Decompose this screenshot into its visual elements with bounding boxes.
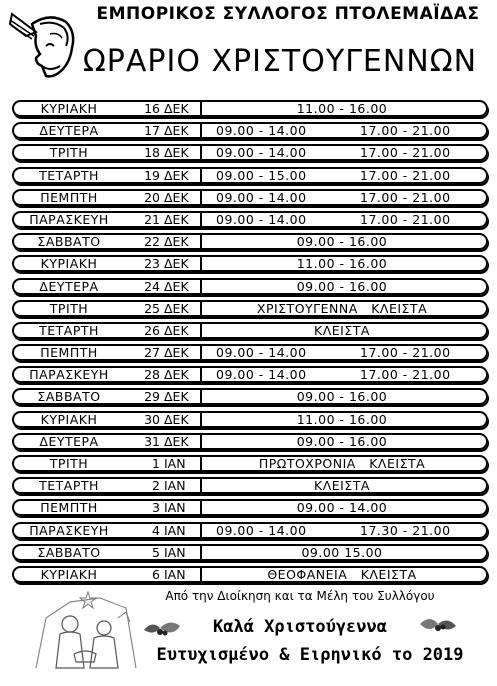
organization-name: ΕΜΠΟΡΙΚΟΣ ΣΥΛΛΟΓΟΣ ΠΤΟΛΕΜΑΪΔΑΣ <box>96 4 480 24</box>
row-date-month: ΔΕΚ <box>164 145 189 161</box>
row-divider <box>200 435 202 448</box>
row-date <box>126 368 208 381</box>
row-date-month: ΙΑΝ <box>164 478 186 494</box>
row-hours <box>204 524 480 537</box>
row-divider <box>200 457 202 470</box>
evening-hours: 17.00 - 21.00 <box>360 123 451 139</box>
row-date <box>126 280 208 293</box>
row-hours <box>204 479 480 492</box>
row-date-number: 22 <box>144 234 160 250</box>
row-date <box>126 479 208 492</box>
row-date-number: 2 <box>152 478 160 494</box>
row-date-month: ΙΑΝ <box>164 522 186 538</box>
row-date <box>126 324 208 337</box>
row-date-number: 31 <box>144 433 160 449</box>
row-divider <box>200 324 202 337</box>
row-day: ΣΑΒΒΑΤΟ <box>37 389 101 405</box>
row-date <box>126 435 208 448</box>
schedule-row <box>12 344 488 361</box>
row-divider <box>200 213 202 226</box>
row-divider <box>200 280 202 293</box>
row-day: ΤΕΤΑΡΤΗ <box>39 478 99 494</box>
row-hours <box>204 435 480 448</box>
day-hours: ΘΕΟΦΑΝΕΙΑ ΚΛΕΙΣΤΑ <box>267 566 417 582</box>
row-day: ΠΑΡΑΣΚΕΥΗ <box>29 522 109 538</box>
row-hours <box>204 390 480 403</box>
schedule-row <box>12 455 488 472</box>
row-date-number: 21 <box>144 211 160 227</box>
row-date-number: 17 <box>144 123 160 139</box>
row-date <box>126 346 208 359</box>
day-hours: ΠΡΩΤΟΧΡΟΝΙΑ ΚΛΕΙΣΤΑ <box>258 456 426 471</box>
row-date <box>126 302 208 315</box>
day-hours: 09.00 - 16.00 <box>296 278 388 294</box>
row-date-month: ΔΕΚ <box>164 411 189 427</box>
day-hours: 11.00 - 16.00 <box>296 256 388 272</box>
row-date-number: 16 <box>144 101 160 116</box>
row-date-month: ΔΕΚ <box>164 189 189 205</box>
row-date-number: 27 <box>144 345 160 361</box>
schedule-row <box>12 144 488 161</box>
row-date-number: 23 <box>144 256 160 272</box>
holly-left-icon <box>142 616 182 642</box>
row-date <box>126 501 208 514</box>
row-divider <box>200 501 202 514</box>
schedule-list <box>12 100 488 588</box>
row-divider <box>200 479 202 492</box>
row-day: ΤΡΙΤΗ <box>49 145 89 161</box>
row-date-number: 1 <box>152 456 160 471</box>
row-hours <box>204 324 480 337</box>
morning-hours: 09.00 - 14.00 <box>216 367 307 383</box>
row-hours <box>204 413 480 426</box>
row-divider <box>200 524 202 537</box>
row-day: ΚΥΡΙΑΚΗ <box>40 411 98 427</box>
schedule-row <box>12 388 488 405</box>
row-date <box>126 568 208 581</box>
row-divider <box>200 568 202 581</box>
row-date <box>126 457 208 470</box>
row-date-month: ΔΕΚ <box>164 234 189 250</box>
evening-hours: 17.00 - 21.00 <box>360 211 451 227</box>
row-date-month: ΔΕΚ <box>164 433 189 449</box>
row-hours <box>204 124 480 137</box>
row-date <box>126 102 208 115</box>
row-divider <box>200 390 202 403</box>
schedule-row <box>12 278 488 295</box>
row-divider <box>200 346 202 359</box>
row-hours <box>204 568 480 581</box>
row-day: ΣΑΒΒΑΤΟ <box>37 544 101 560</box>
row-day: ΤΕΤΑΡΤΗ <box>39 322 99 338</box>
row-date <box>126 235 208 248</box>
row-date-number: 18 <box>144 145 160 161</box>
schedule-row <box>12 233 488 250</box>
row-divider <box>200 413 202 426</box>
row-day: ΚΥΡΙΑΚΗ <box>40 566 98 582</box>
schedule-row <box>12 122 488 139</box>
row-hours <box>204 302 480 315</box>
row-date-month: ΔΕΚ <box>164 345 189 361</box>
row-date <box>126 191 208 204</box>
morning-hours: 09.00 - 14.00 <box>216 522 307 538</box>
row-divider <box>200 302 202 315</box>
schedule-row <box>12 366 488 383</box>
row-day: ΠΑΡΑΣΚΕΥΗ <box>29 367 109 383</box>
row-day: ΔΕΥΤΕΡΑ <box>39 433 99 449</box>
evening-hours: 17.00 - 21.00 <box>360 367 451 383</box>
row-day: ΠΕΜΠΤΗ <box>40 189 98 205</box>
day-hours: 09.00 - 16.00 <box>296 433 388 449</box>
row-date-number: 24 <box>144 278 160 294</box>
row-date <box>126 524 208 537</box>
day-hours: ΚΛΕΙΣΤΑ <box>314 478 370 494</box>
row-day: ΚΥΡΙΑΚΗ <box>40 256 98 272</box>
row-divider <box>200 169 202 182</box>
row-day: ΠΕΜΠΤΗ <box>40 500 98 516</box>
schedule-row <box>12 433 488 450</box>
row-date-month: ΔΕΚ <box>164 300 189 316</box>
row-divider <box>200 146 202 159</box>
row-date-number: 25 <box>144 300 160 316</box>
row-hours <box>204 346 480 359</box>
row-divider <box>200 124 202 137</box>
row-date-month: ΔΕΚ <box>164 101 189 116</box>
morning-hours: 09.00 - 14.00 <box>216 145 307 161</box>
footer-wish: Ευτυχισμένο & Ειρηνικό το 2019 <box>156 645 464 665</box>
row-date-month: ΔΕΚ <box>164 256 189 272</box>
row-date <box>126 169 208 182</box>
row-hours <box>204 280 480 293</box>
row-date-month: ΔΕΚ <box>164 278 189 294</box>
row-divider <box>200 368 202 381</box>
schedule-row <box>12 211 488 228</box>
row-divider <box>200 546 202 559</box>
row-date <box>126 124 208 137</box>
schedule-row <box>12 544 488 561</box>
row-date-month: ΙΑΝ <box>164 566 186 582</box>
row-date <box>126 546 208 559</box>
schedule-row <box>12 566 488 583</box>
row-date-number: 3 <box>152 500 160 516</box>
row-day: ΤΡΙΤΗ <box>49 300 89 316</box>
hermes-logo-icon <box>6 6 78 84</box>
row-hours <box>204 102 480 115</box>
morning-hours: 09.00 - 14.00 <box>216 211 307 227</box>
evening-hours: 17.00 - 21.00 <box>360 145 451 161</box>
row-hours <box>204 457 480 470</box>
morning-hours: 09.00 - 14.00 <box>216 189 307 205</box>
row-hours <box>204 213 480 226</box>
schedule-row <box>12 100 488 117</box>
row-date <box>126 257 208 270</box>
row-date-number: 20 <box>144 189 160 205</box>
row-day: ΠΕΜΠΤΗ <box>40 345 98 361</box>
row-date-number: 26 <box>144 322 160 338</box>
footer-from-line: Από την Διοίκηση και τα Μέλη του Συλλόγου <box>165 589 435 603</box>
row-divider <box>200 102 202 115</box>
row-date-month: ΔΕΚ <box>164 389 189 405</box>
row-hours <box>204 257 480 270</box>
row-day: ΤΕΤΑΡΤΗ <box>39 167 99 183</box>
morning-hours: 09.00 - 14.00 <box>216 345 307 361</box>
schedule-row <box>12 499 488 516</box>
day-hours: 09.00 15.00 <box>301 544 383 560</box>
schedule-row <box>12 522 488 539</box>
schedule-row <box>12 322 488 339</box>
day-hours: ΧΡΙΣΤΟΥΓΕΝΝΑ ΚΛΕΙΣΤΑ <box>256 300 428 316</box>
row-hours <box>204 368 480 381</box>
morning-hours: 09.00 - 15.00 <box>216 167 307 183</box>
row-date <box>126 146 208 159</box>
row-date-month: ΔΕΚ <box>164 167 189 183</box>
day-hours: ΚΛΕΙΣΤΑ <box>314 322 370 338</box>
schedule-row <box>12 255 488 272</box>
holly-right-icon <box>418 612 458 638</box>
row-date-month: ΙΑΝ <box>164 456 186 471</box>
morning-hours: 09.00 - 14.00 <box>216 123 307 139</box>
row-divider <box>200 235 202 248</box>
row-hours <box>204 501 480 514</box>
row-divider <box>200 191 202 204</box>
row-hours <box>204 191 480 204</box>
row-date-month: ΔΕΚ <box>164 211 189 227</box>
row-date-number: 6 <box>152 566 160 582</box>
row-day: ΔΕΥΤΕΡΑ <box>39 278 99 294</box>
footer-greeting: Καλά Χριστούγεννα <box>213 617 387 637</box>
row-divider <box>200 257 202 270</box>
day-hours: 11.00 - 16.00 <box>296 101 388 116</box>
row-day: ΤΡΙΤΗ <box>49 456 89 471</box>
row-date-month: ΔΕΚ <box>164 322 189 338</box>
row-hours <box>204 546 480 559</box>
row-date-number: 19 <box>144 167 160 183</box>
row-date <box>126 413 208 426</box>
day-hours: 09.00 - 14.00 <box>296 500 388 516</box>
row-day: ΠΑΡΑΣΚΕΥΗ <box>29 211 109 227</box>
day-hours: 11.00 - 16.00 <box>296 411 388 427</box>
page-title: ΩΡΑΡΙΟ ΧΡΙΣΤΟΥΓΕΝΝΩΝ <box>82 44 478 79</box>
row-day: ΔΕΥΤΕΡΑ <box>39 123 99 139</box>
day-hours: 09.00 - 16.00 <box>296 389 388 405</box>
evening-hours: 17.30 - 21.00 <box>360 522 451 538</box>
row-hours <box>204 169 480 182</box>
row-date <box>126 390 208 403</box>
row-day: ΚΥΡΙΑΚΗ <box>40 101 98 116</box>
schedule-row <box>12 300 488 317</box>
row-date-number: 5 <box>152 544 160 560</box>
schedule-row <box>12 411 488 428</box>
row-date <box>126 213 208 226</box>
schedule-row <box>12 189 488 206</box>
row-hours <box>204 146 480 159</box>
row-date-month: ΔΕΚ <box>164 367 189 383</box>
evening-hours: 17.00 - 21.00 <box>360 189 451 205</box>
row-hours <box>204 235 480 248</box>
row-date-number: 29 <box>144 389 160 405</box>
day-hours: 09.00 - 16.00 <box>296 234 388 250</box>
row-date-month: ΙΑΝ <box>164 544 186 560</box>
row-day: ΣΑΒΒΑΤΟ <box>37 234 101 250</box>
schedule-row <box>12 167 488 184</box>
row-date-number: 4 <box>152 522 160 538</box>
row-date-number: 30 <box>144 411 160 427</box>
row-date-number: 28 <box>144 367 160 383</box>
schedule-row <box>12 477 488 494</box>
row-date-month: ΙΑΝ <box>164 500 186 516</box>
evening-hours: 17.00 - 21.00 <box>360 167 451 183</box>
evening-hours: 17.00 - 21.00 <box>360 345 451 361</box>
row-date-month: ΔΕΚ <box>164 123 189 139</box>
